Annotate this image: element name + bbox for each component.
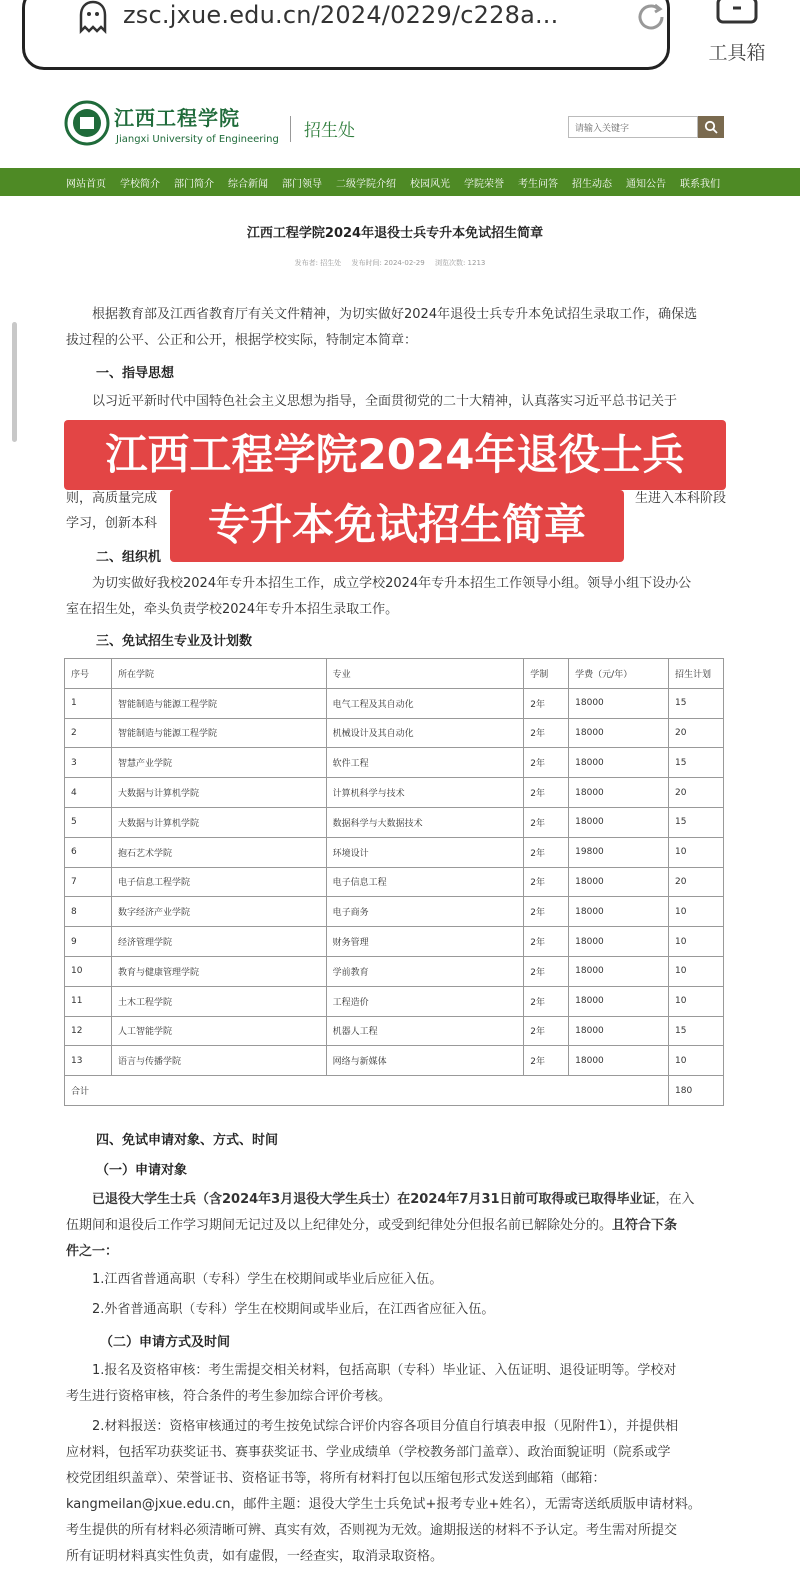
eligibility-item-2: 2.外省普通高职（专科）学生在校期间或毕业后，在江西省应征入伍。 xyxy=(92,1302,495,1317)
cell-major: 电气工程及其自动化 xyxy=(326,688,524,718)
cell-college: 智能制造与能源工程学院 xyxy=(111,688,326,718)
cell-college: 数字经济产业学院 xyxy=(111,897,326,927)
cell-tuition: 19800 xyxy=(569,837,669,867)
cell-duration: 2年 xyxy=(524,837,569,867)
cell-quota: 15 xyxy=(669,688,724,718)
nav-item-campus[interactable]: 校园风光 xyxy=(410,178,450,190)
cell-tuition: 18000 xyxy=(569,718,669,748)
cell-index: 4 xyxy=(65,778,112,808)
table-total-row xyxy=(65,1076,724,1106)
cell-duration: 2年 xyxy=(524,1046,569,1076)
table-row xyxy=(65,778,724,808)
table-row xyxy=(65,1016,724,1046)
table-row xyxy=(65,897,724,927)
cell-tuition: 18000 xyxy=(569,867,669,897)
search-icon xyxy=(704,120,718,134)
cell-duration: 2年 xyxy=(524,688,569,718)
article-views: 浏览次数: 1213 xyxy=(434,259,486,267)
table-row xyxy=(65,956,724,986)
header-divider xyxy=(290,116,291,142)
guiding-paragraph-partial: 则，高质量完成 生进入本科阶段 xyxy=(66,491,726,506)
cell-quota: 10 xyxy=(669,927,724,957)
section-heading-3: 三、免试招生专业及计划数 xyxy=(96,634,253,649)
col-header-major: 专业 xyxy=(326,659,524,689)
cell-duration: 2年 xyxy=(524,986,569,1016)
cell-tuition: 18000 xyxy=(569,688,669,718)
col-header-college: 所在学院 xyxy=(111,659,326,689)
cell-duration: 2年 xyxy=(524,867,569,897)
cell-index: 6 xyxy=(65,837,112,867)
cell-major: 机械设计及其自动化 xyxy=(326,718,524,748)
cell-tuition: 18000 xyxy=(569,778,669,808)
intro-paragraph: 根据教育部及江西省教育厅有关文件精神，为切实做好2024年退役士兵专升本免试招生录取工作，确保选 拔过程的公平、公正和公开，根据学校实际，特制定本简章： xyxy=(66,307,698,348)
cell-duration: 2年 xyxy=(524,956,569,986)
cell-college: 语言与传播学院 xyxy=(111,1046,326,1076)
reload-icon[interactable] xyxy=(633,0,669,35)
nav-item-school-intro[interactable]: 学校简介 xyxy=(120,178,160,190)
article-publisher: 发布者: 招生处 xyxy=(294,259,342,267)
cell-quota: 20 xyxy=(669,778,724,808)
cell-index: 1 xyxy=(65,688,112,718)
cell-tuition: 18000 xyxy=(569,927,669,957)
cell-index: 12 xyxy=(65,1016,112,1046)
col-header-quota: 招生计划 xyxy=(669,659,724,689)
cell-duration: 2年 xyxy=(524,748,569,778)
cell-college: 人工智能学院 xyxy=(111,1016,326,1046)
cell-tuition: 18000 xyxy=(569,807,669,837)
subsection-heading-2: （二）申请方式及时间 xyxy=(100,1335,231,1350)
cell-quota: 15 xyxy=(669,807,724,837)
table-row xyxy=(65,1046,724,1076)
article-meta xyxy=(0,258,780,268)
cell-major: 工程造价 xyxy=(326,986,524,1016)
organization-paragraph: 为切实做好我校2024年专升本招生工作，成立学校2024年专升本招生工作领导小组。领导小组下设办公 室在招生处，牵头负责学校2024年专升本招生录取工作。 xyxy=(66,576,692,617)
registration-paragraph: 1.报名及资格审核：考生需提交相关材料，包括高职（专科）毕业证、入伍证明、退役证明等。学校对 考生进行资格审核，符合条件的考生参加综合评价考核。 xyxy=(66,1363,677,1404)
nav-item-dept-intro[interactable]: 部门简介 xyxy=(174,178,214,190)
nav-item-home[interactable]: 网站首页 xyxy=(66,178,106,190)
section-heading-1: 一、指导思想 xyxy=(96,366,175,381)
title-banner-line1: 江西工程学院2024年退役士兵 xyxy=(64,420,726,490)
table-row xyxy=(65,688,724,718)
section-heading-4: 四、免试申请对象、方式、时间 xyxy=(96,1133,279,1148)
nav-item-colleges[interactable]: 二级学院介绍 xyxy=(336,178,396,190)
eligibility-paragraph: 已退役大学生士兵（含2024年3月退役大学生兵士）在2024年7月31日前可取得或已取得毕业证，在入 伍期间和退役后工作学习期间无记过及以上纪律处分，或受到纪律处分但报名前已解除处分的。且符合下条 件之一： xyxy=(66,1192,695,1259)
nav-item-notices[interactable]: 通知公告 xyxy=(626,178,666,190)
cell-major: 电子信息工程 xyxy=(326,867,524,897)
url-text[interactable]: zsc.jxue.edu.cn/2024/0229/c228a... xyxy=(123,1,559,29)
nav-item-admissions-news[interactable]: 招生动态 xyxy=(572,178,612,190)
university-seal-icon xyxy=(64,100,110,146)
cell-quota: 10 xyxy=(669,986,724,1016)
materials-paragraph: 2.材料报送：资格审核通过的考生按免试综合评价内容各项目分值自行填表申报（见附件1），并提供相 应材料，包括军功获奖证书、赛事获奖证书、学业成绩单（学校教务部门盖章）、政治面貌证明（院系或学 校党团组织盖章）、荣誉证书、资格证书等，将所有材料打包以压缩包形式发送到邮箱（邮箱： kangmeilan@jxue.edu.cn，邮件主题：退役大学生士兵免试+报考专业+姓名），无需寄送纸质版申请材料。 考生提供的所有材料必须清晰可辨、真实有效，否则视为无效。逾期报送的材料不予认定。考生需对所提交 所有证明材料真实性负责，如有虚假，一经查实，取消录取资格。 xyxy=(66,1419,701,1564)
total-value: 180 xyxy=(669,1076,724,1106)
cell-college: 教育与健康管理学院 xyxy=(111,956,326,986)
cell-major: 学前教育 xyxy=(326,956,524,986)
cell-quota: 10 xyxy=(669,837,724,867)
section-heading-2: 二、组织机 xyxy=(96,550,162,565)
col-header-tuition: 学费（元/年） xyxy=(569,659,669,689)
cell-college: 大数据与计算机学院 xyxy=(111,778,326,808)
cell-tuition: 18000 xyxy=(569,986,669,1016)
cell-duration: 2年 xyxy=(524,1016,569,1046)
eligibility-item-1: 1.江西省普通高职（专科）学生在校期间或毕业后应征入伍。 xyxy=(92,1272,443,1287)
title-banner-line2: 专升本免试招生简章 xyxy=(170,490,624,562)
cell-college: 经济管理学院 xyxy=(111,927,326,957)
cell-major: 机器人工程 xyxy=(326,1016,524,1046)
col-header-duration: 学制 xyxy=(524,659,569,689)
article-time: 发布时间: 2024-02-29 xyxy=(351,259,425,267)
guiding-paragraph: 以习近平新时代中国特色社会主义思想为指导，全面贯彻党的二十大精神，认真落实习近平总书记关于 xyxy=(92,394,678,409)
table-row xyxy=(65,807,724,837)
cell-college: 抱石艺术学院 xyxy=(111,837,326,867)
cell-duration: 2年 xyxy=(524,897,569,927)
cell-major: 数据科学与大数据技术 xyxy=(326,807,524,837)
site-header xyxy=(0,90,800,166)
nav-item-honors[interactable]: 学院荣誉 xyxy=(464,178,504,190)
cell-quota: 15 xyxy=(669,1016,724,1046)
cell-index: 9 xyxy=(65,927,112,957)
cell-index: 2 xyxy=(65,718,112,748)
cell-duration: 2年 xyxy=(524,718,569,748)
cell-tuition: 18000 xyxy=(569,956,669,986)
department-name: 招生处 xyxy=(304,121,355,141)
cell-college: 电子信息工程学院 xyxy=(111,867,326,897)
address-bar[interactable] xyxy=(22,0,670,70)
cell-duration: 2年 xyxy=(524,807,569,837)
cell-quota: 15 xyxy=(669,748,724,778)
cell-major: 环境设计 xyxy=(326,837,524,867)
article-title: 江西工程学院2024年退役士兵专升本免试招生简章 xyxy=(246,226,544,241)
cell-index: 3 xyxy=(65,748,112,778)
toolbox-icon xyxy=(715,0,759,30)
nav-item-news[interactable]: 综合新闻 xyxy=(228,178,268,190)
cell-quota: 20 xyxy=(669,867,724,897)
table-row xyxy=(65,867,724,897)
main-nav xyxy=(0,168,800,196)
cell-major: 财务管理 xyxy=(326,927,524,957)
nav-item-leaders[interactable]: 部门领导 xyxy=(282,178,322,190)
ghost-icon xyxy=(77,0,109,35)
nav-item-contact[interactable]: 联系我们 xyxy=(680,178,720,190)
cell-index: 13 xyxy=(65,1046,112,1076)
cell-tuition: 18000 xyxy=(569,897,669,927)
cell-major: 计算机科学与技术 xyxy=(326,778,524,808)
page-scrollbar[interactable] xyxy=(12,322,17,442)
cell-quota: 10 xyxy=(669,956,724,986)
table-row xyxy=(65,837,724,867)
subsection-heading-1: （一）申请对象 xyxy=(96,1163,188,1178)
table-row xyxy=(65,927,724,957)
col-header-index: 序号 xyxy=(65,659,112,689)
toolbox-label: 工具箱 xyxy=(708,42,766,64)
cell-duration: 2年 xyxy=(524,778,569,808)
cell-tuition: 18000 xyxy=(569,1016,669,1046)
table-row xyxy=(65,718,724,748)
cell-tuition: 18000 xyxy=(569,1046,669,1076)
university-name[interactable]: 江西工程学院 xyxy=(114,106,240,130)
toolbox-button[interactable] xyxy=(692,0,782,65)
cell-major: 网络与新媒体 xyxy=(326,1046,524,1076)
cell-quota: 10 xyxy=(669,897,724,927)
cell-college: 智慧产业学院 xyxy=(111,748,326,778)
cell-index: 5 xyxy=(65,807,112,837)
cell-college: 智能制造与能源工程学院 xyxy=(111,718,326,748)
cell-college: 大数据与计算机学院 xyxy=(111,807,326,837)
table-row xyxy=(65,986,724,1016)
cell-major: 电子商务 xyxy=(326,897,524,927)
university-name-en: Jiangxi University of Engineering xyxy=(116,134,279,145)
cell-college: 土木工程学院 xyxy=(111,986,326,1016)
guiding-paragraph-last: 学习，创新本科 xyxy=(66,516,158,531)
cell-quota: 10 xyxy=(669,1046,724,1076)
total-label: 合计 xyxy=(65,1076,669,1106)
table-row xyxy=(65,748,724,778)
table-header-row xyxy=(65,659,724,689)
cell-index: 10 xyxy=(65,956,112,986)
cell-duration: 2年 xyxy=(524,927,569,957)
quota-table xyxy=(64,658,724,1106)
cell-index: 8 xyxy=(65,897,112,927)
cell-major: 软件工程 xyxy=(326,748,524,778)
search-button[interactable] xyxy=(698,116,724,138)
cell-quota: 20 xyxy=(669,718,724,748)
nav-item-faq[interactable]: 考生问答 xyxy=(518,178,558,190)
cell-tuition: 18000 xyxy=(569,748,669,778)
search-input[interactable]: 请输入关键字 xyxy=(568,116,698,138)
cell-index: 11 xyxy=(65,986,112,1016)
cell-index: 7 xyxy=(65,867,112,897)
